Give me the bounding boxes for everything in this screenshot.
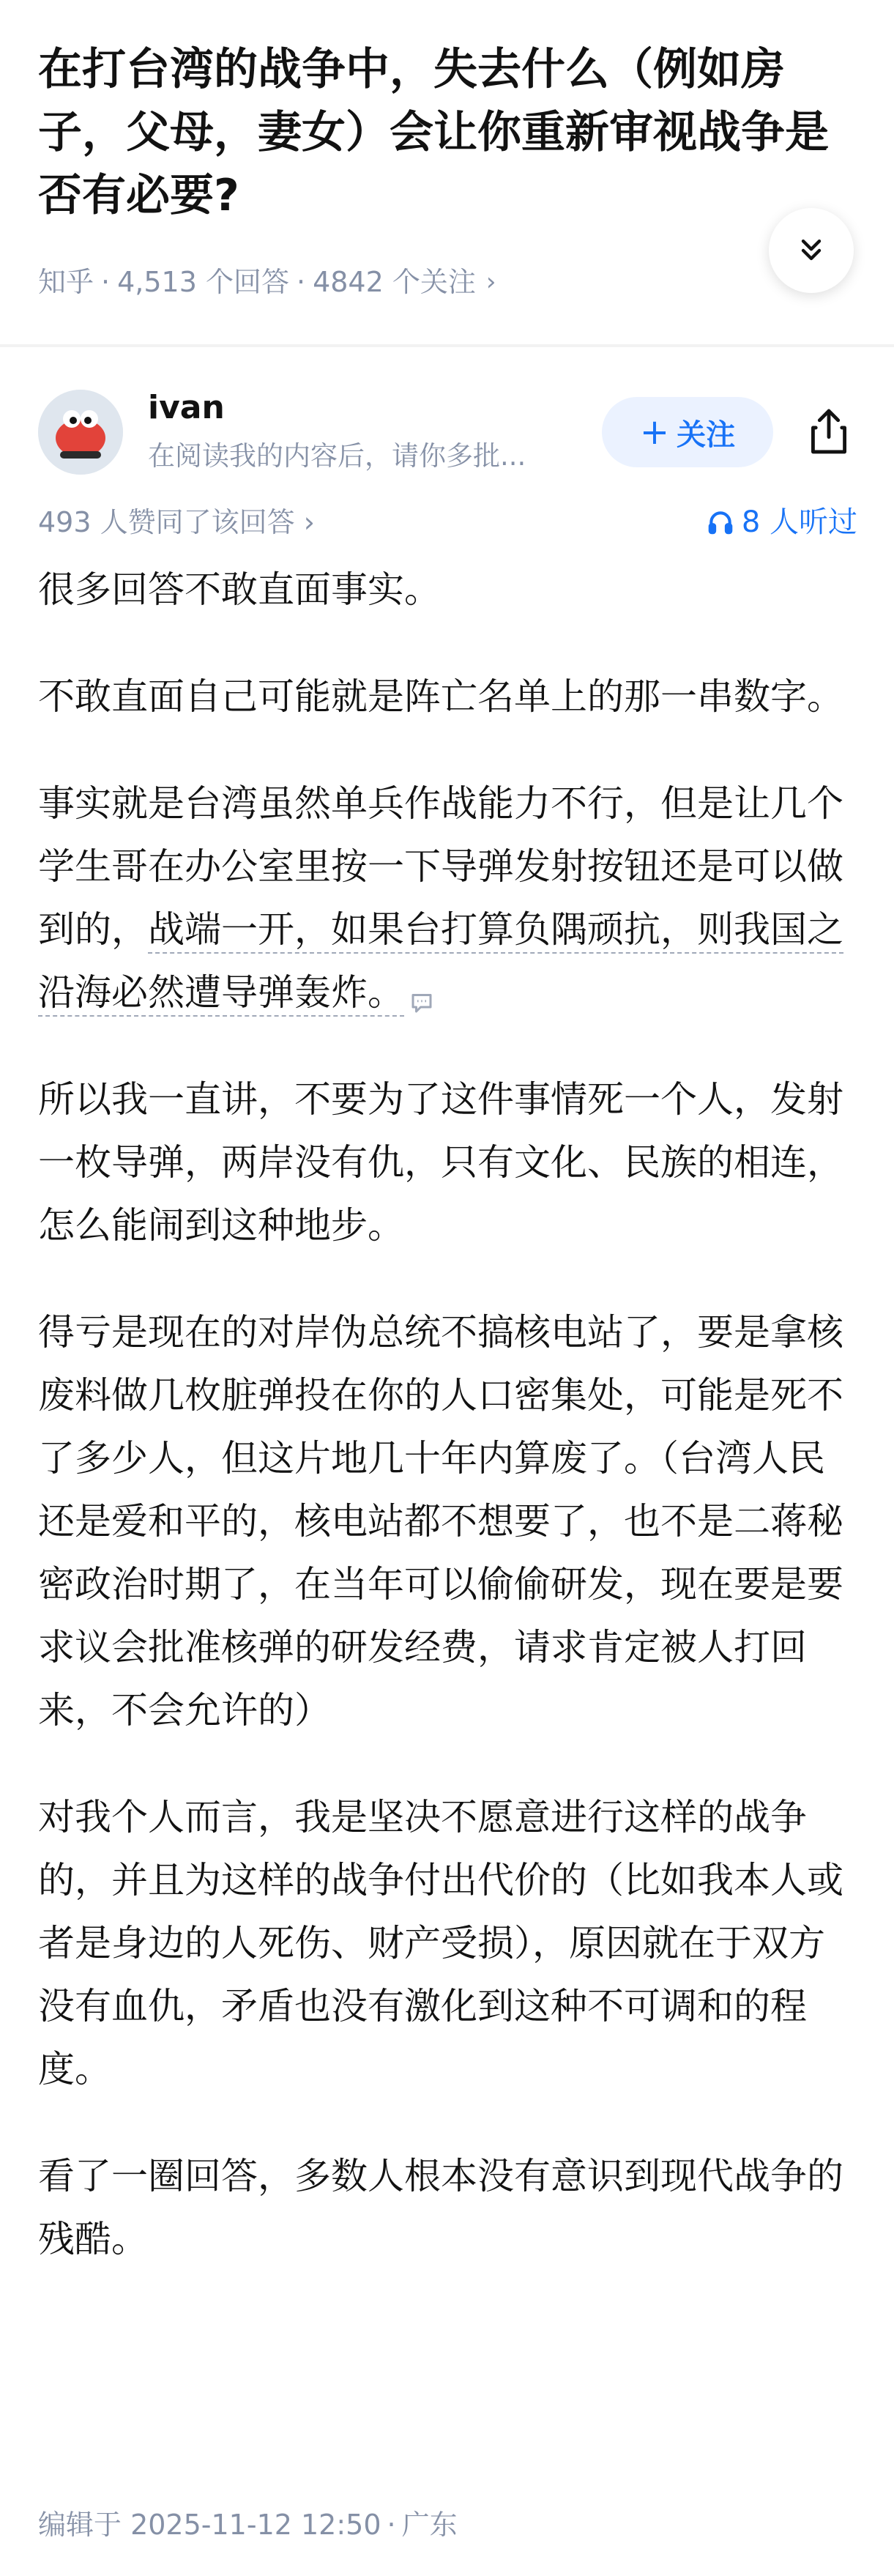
section-divider [0,344,894,347]
follower-count: 4842 个关注 [313,266,476,298]
answer-paragraph: 很多回答不敢直面事实。 [38,568,441,611]
meta-separator: · [387,2509,396,2541]
share-button[interactable] [802,398,855,464]
chevron-right-icon: › [485,267,496,297]
edit-info [38,2506,458,2543]
answer-text: 事实就是台湾虽然单兵作战能力不行，但是让几个学生哥在办公室里按一下导弹发射按钮还是可以做到的， [38,782,843,951]
comment-icon[interactable] [409,990,435,1016]
answer-body [38,558,858,2315]
edited-time: 编辑于 2025-11-12 12:50 [38,2509,381,2541]
answer-paragraph [38,772,858,1024]
follow-button[interactable] [602,397,773,467]
follow-label: 关注 [677,417,736,452]
answer-paragraph: 不敢直面自己可能就是阵亡名单上的那一串数字。 [38,675,843,718]
answer-count: 4,513 个回答 [117,266,289,298]
edit-location: 广东 [401,2509,458,2541]
headphones-icon [707,508,734,536]
author-bio: 在阅读我的内容后，请你多批... [148,440,526,472]
avatar-image [38,390,123,475]
plus-icon: + [639,412,670,453]
meta-separator: · [101,266,111,298]
answer-paragraph: 对我个人而言，我是坚决不愿意进行这样的战争的，并且为这样的战争付出代价的（比如我本人或者是身边的人死伤、财产受损），原因就在于双方没有血仇，矛盾也没有激化到这种不可调和的程度。 [38,1796,843,2090]
upvote-count[interactable]: 493 人赞同了该回答 › [38,506,315,538]
source-label: 知乎 [38,266,94,298]
avatar[interactable] [38,390,123,475]
double-chevron-down-icon [795,234,827,267]
listen-count[interactable] [707,504,857,541]
answer-paragraph: 得亏是现在的对岸伪总统不搞核电站了，要是拿核废料做几枚脏弹投在你的人口密集处，可能是死不了多少人，但这片地几十年内算废了。（台湾人民还是爱和平的，核电站都不想要了，也不是二蒋秘密政治时期了，在当年可以偷偷研发，现在要是要求议会批准核弹的研发经费，请求肯定被人打回来，不会允许的） [38,1311,843,1731]
commented-passage[interactable]: 战端一开，如果台打算负隅顽抗，则我国之沿海必然遭导弹轰炸。 [38,908,843,1014]
meta-separator: · [296,266,306,298]
author-name[interactable]: ivan [148,389,225,426]
expand-question-button[interactable] [769,208,854,293]
answer-paragraph: 所以我一直讲，不要为了这件事情死一个人，发射一枚导弹，两岸没有仇，只有文化、民族的相连，怎么能闹到这种地步。 [38,1078,843,1247]
answer-paragraph: 看了一圈回答，多数人根本没有意识到现代战争的残酷。 [38,2155,843,2260]
listen-label: 8 人听过 [741,505,857,539]
share-icon [806,407,852,456]
question-meta[interactable] [38,264,496,300]
question-header [0,0,894,344]
question-title[interactable]: 在打台湾的战争中，失去什么（例如房子，父母，妻女）会让你重新审视战争是否有必要? [38,44,829,221]
